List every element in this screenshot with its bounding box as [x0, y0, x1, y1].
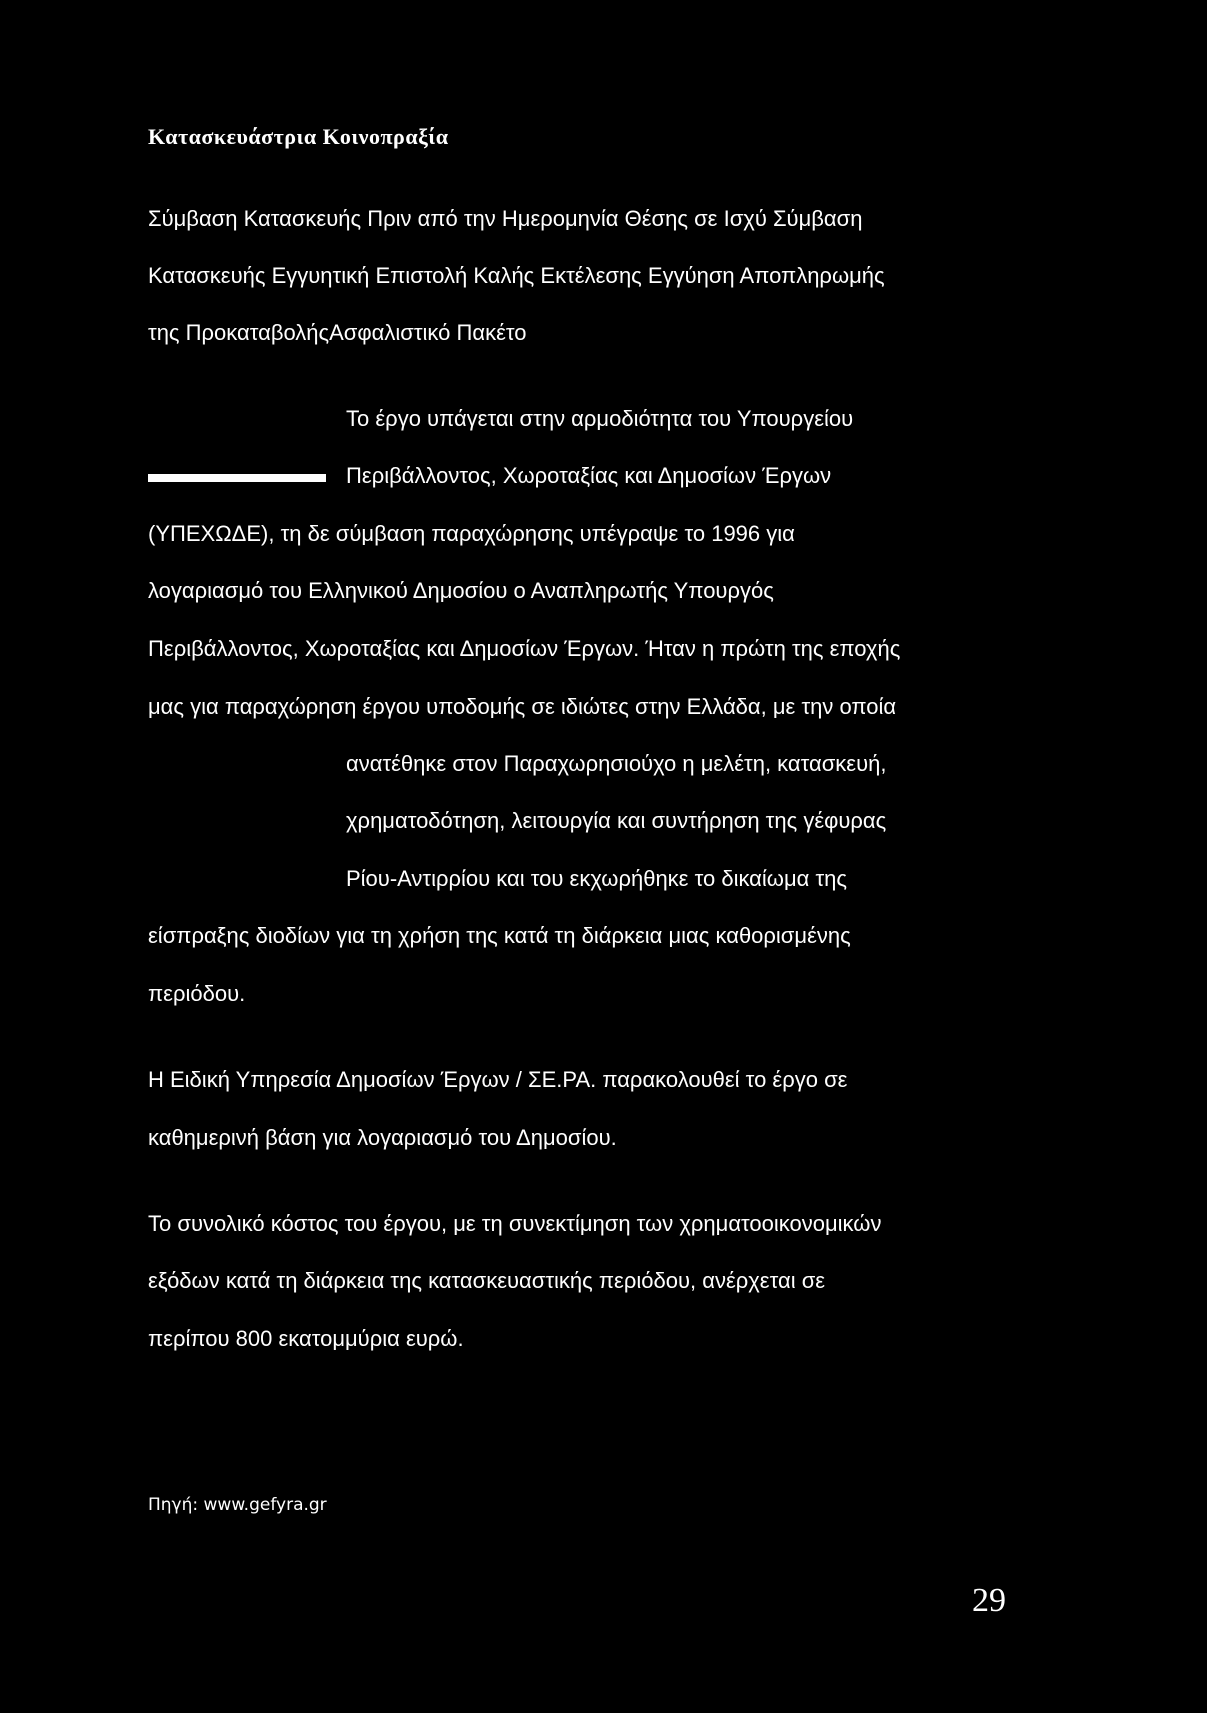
- paragraph-line: εξόδων κατά τη διάρκεια της κατασκευαστικής περιόδου, ανέρχεται σε: [148, 1268, 826, 1293]
- paragraph-line: Το έργο υπάγεται στην αρμοδιότητα του Υπουργείου: [346, 406, 854, 431]
- paragraph-line: (ΥΠΕΧΩΔΕ), τη δε σύμβαση παραχώρησης υπέγραψε το 1996 για: [148, 521, 795, 546]
- redaction-bar: [148, 474, 326, 482]
- item-list-line-2: Κατασκευής Εγγυητική Επιστολή Καλής Εκτέλεσης Εγγύηση Αποπληρωμής: [148, 263, 885, 288]
- paragraph-line: Ρίου-Αντιρρίου και του εκχωρήθηκε το δικαίωμα της: [346, 866, 848, 891]
- paragraph-line: χρηματοδότηση, λειτουργία και συντήρηση της γέφυρας: [346, 808, 887, 833]
- paragraph-line: περίπου 800 εκατομμύρια ευρώ.: [148, 1326, 464, 1351]
- section-heading: Κατασκευάστρια Κοινοπραξία: [148, 124, 449, 149]
- paragraph-line: Περιβάλλοντος, Χωροταξίας και Δημοσίων Έργων: [346, 463, 832, 488]
- paragraph-line: Η Ειδική Υπηρεσία Δημοσίων Έργων / ΣΕ.ΡΑ. παρακολουθεί το έργο σε: [148, 1067, 848, 1092]
- item-list-line-1: Σύμβαση Κατασκευής Πριν από την Ημερομηνία Θέσης σε Ισχύ Σύμβαση: [148, 206, 863, 231]
- page-number: 29: [972, 1582, 1006, 1619]
- source-credit: Πηγή: www.gefyra.gr: [148, 1495, 327, 1515]
- paragraph-line: λογαριασμό του Ελληνικού Δημοσίου ο Αναπληρωτής Υπουργός: [148, 578, 774, 603]
- paragraph-line: ανατέθηκε στον Παραχωρησιούχο η μελέτη, κατασκευή,: [346, 751, 887, 776]
- paragraph-line: Το συνολικό κόστος του έργου, με τη συνεκτίμηση των χρηματοοικονομικών: [148, 1211, 882, 1236]
- paragraph-line: είσπραξης διοδίων για τη χρήση της κατά τη διάρκεια μιας καθορισμένης: [148, 923, 851, 948]
- paragraph-line: καθημερινή βάση για λογαριασμό του Δημοσίου.: [148, 1125, 617, 1150]
- item-list-line-3: της ΠροκαταβολήςΑσφαλιστικό Πακέτο: [148, 320, 527, 345]
- paragraph-line: περιόδου.: [148, 981, 246, 1006]
- paragraph-line: Περιβάλλοντος, Χωροταξίας και Δημοσίων Έργων. Ήταν η πρώτη της εποχής: [148, 636, 901, 661]
- paragraph-line: μας για παραχώρηση έργου υποδομής σε ιδιώτες στην Ελλάδα, με την οποία: [148, 694, 897, 719]
